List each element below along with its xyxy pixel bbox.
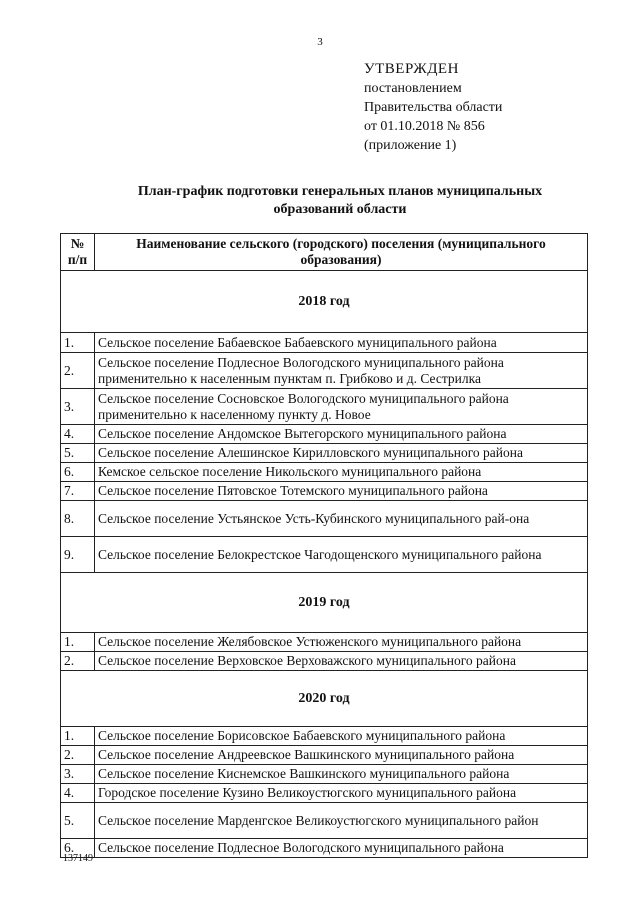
table-row bbox=[61, 784, 588, 803]
row-number: 8. bbox=[61, 501, 95, 537]
row-name: Сельское поселение Желябовское Устюженского муниципального района bbox=[95, 633, 588, 652]
row-name: Сельское поселение Пятовское Тотемского муниципального района bbox=[95, 482, 588, 501]
row-number: 6. bbox=[61, 839, 95, 858]
page-number: 3 bbox=[317, 36, 323, 48]
row-name: Кемское сельское поселение Никольского муниципального района bbox=[95, 463, 588, 482]
row-number: 4. bbox=[61, 784, 95, 803]
year-label-2018: 2018 год bbox=[61, 271, 588, 333]
row-number: 7. bbox=[61, 482, 95, 501]
row-name: Сельское поселение Устьянское Усть-Кубинского муниципального рай-она bbox=[95, 501, 588, 537]
table-row bbox=[61, 353, 588, 389]
row-name: Сельское поселение Марденгское Великоустюгского муниципального район bbox=[95, 803, 588, 839]
approval-line-government: Правительства области bbox=[364, 100, 503, 115]
year-label-2019: 2019 год bbox=[61, 573, 588, 633]
year-row-2020 bbox=[61, 671, 588, 727]
row-name: Сельское поселение Верховское Верховажского муниципального района bbox=[95, 652, 588, 671]
year-row-2019 bbox=[61, 573, 588, 633]
approval-line-appendix: (приложение 1) bbox=[364, 138, 457, 153]
row-number: 2. bbox=[61, 652, 95, 671]
row-name: Сельское поселение Алешинское Кирилловского муниципального района bbox=[95, 444, 588, 463]
row-number: 3. bbox=[61, 389, 95, 425]
document-title-line-2: образований области bbox=[273, 202, 407, 217]
row-number: 2. bbox=[61, 746, 95, 765]
row-name: Сельское поселение Подлесное Вологодского муниципального района bbox=[95, 839, 588, 858]
year-label-2020: 2020 год bbox=[61, 671, 588, 727]
row-name: Сельское поселение Подлесное Вологодского муниципального района применительно к населенным пунктам п. Грибково и д. Сестрилка bbox=[95, 353, 588, 389]
row-name: Сельское поселение Киснемское Вашкинского муниципального района bbox=[95, 765, 588, 784]
table-row bbox=[61, 444, 588, 463]
row-number: 5. bbox=[61, 444, 95, 463]
row-number: 3. bbox=[61, 765, 95, 784]
table-row bbox=[61, 389, 588, 425]
table-row bbox=[61, 482, 588, 501]
column-header-number: № п/п bbox=[61, 234, 95, 271]
row-number: 1. bbox=[61, 727, 95, 746]
approval-heading: УТВЕРЖДЕН bbox=[364, 61, 459, 77]
table-row bbox=[61, 727, 588, 746]
row-number: 1. bbox=[61, 633, 95, 652]
year-row-2018 bbox=[61, 271, 588, 333]
table-row bbox=[61, 746, 588, 765]
approval-line-date: от 01.10.2018 № 856 bbox=[364, 119, 485, 134]
row-number: 1. bbox=[61, 333, 95, 353]
table-row bbox=[61, 765, 588, 784]
row-number: 4. bbox=[61, 425, 95, 444]
approval-block bbox=[364, 60, 502, 155]
approval-line-resolution: постановлением bbox=[364, 81, 462, 96]
table-row bbox=[61, 463, 588, 482]
table-row bbox=[61, 633, 588, 652]
row-name: Сельское поселение Белокрестское Чагодощенского муниципального района bbox=[95, 537, 588, 573]
document-registration-number: 137149 bbox=[63, 853, 93, 864]
table-row bbox=[61, 537, 588, 573]
table-row bbox=[61, 425, 588, 444]
row-name: Сельское поселение Борисовское Бабаевского муниципального района bbox=[95, 727, 588, 746]
row-name: Сельское поселение Бабаевское Бабаевского муниципального района bbox=[95, 333, 588, 353]
table-row bbox=[61, 839, 588, 858]
table-row bbox=[61, 652, 588, 671]
row-name: Сельское поселение Сосновское Вологодского муниципального района применительно к населенному пункту д. Новое bbox=[95, 389, 588, 425]
row-number: 9. bbox=[61, 537, 95, 573]
table-header-row bbox=[61, 234, 588, 271]
column-header-name: Наименование сельского (городского) поселения (муниципального образования) bbox=[95, 234, 588, 271]
table-row bbox=[61, 803, 588, 839]
row-name: Сельское поселение Андреевское Вашкинского муниципального района bbox=[95, 746, 588, 765]
row-number: 6. bbox=[61, 463, 95, 482]
row-number: 5. bbox=[61, 803, 95, 839]
row-name: Городское поселение Кузино Великоустюгского муниципального района bbox=[95, 784, 588, 803]
document-title-line-1: План-график подготовки генеральных планов муниципальных bbox=[137, 184, 543, 199]
table-row bbox=[61, 333, 588, 353]
row-number: 2. bbox=[61, 353, 95, 389]
plan-table bbox=[60, 233, 588, 858]
table-row bbox=[61, 501, 588, 537]
document-title bbox=[60, 183, 620, 219]
row-name: Сельское поселение Андомское Вытегорского муниципального района bbox=[95, 425, 588, 444]
